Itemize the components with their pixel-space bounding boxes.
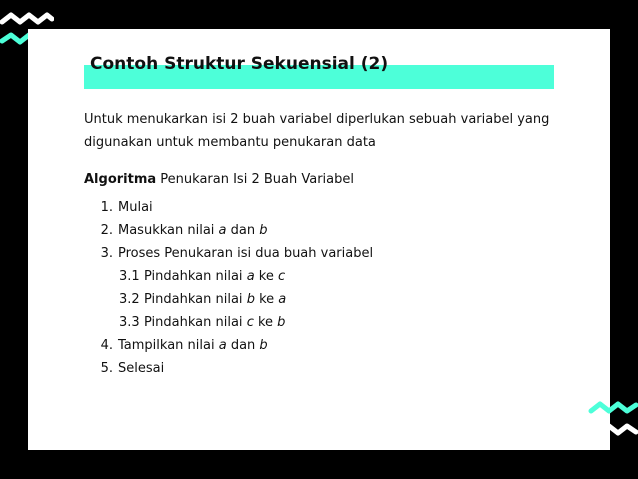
- step-variable: b: [259, 223, 268, 238]
- zigzag-bottom-white-icon: [588, 420, 638, 440]
- step-variable: c: [277, 269, 286, 284]
- step-text: Pindahkan nilai: [144, 292, 247, 307]
- step-variable: c: [246, 315, 254, 330]
- step-variable: b: [246, 292, 255, 307]
- step-item: [84, 219, 554, 242]
- step-item: [84, 357, 554, 380]
- step-text: Tampilkan nilai: [118, 338, 219, 353]
- step-number: 3.2: [119, 292, 140, 307]
- step-variable: b: [277, 315, 286, 330]
- algorithm-heading: [84, 168, 554, 191]
- algorithm-keyword: Algoritma: [84, 172, 157, 187]
- step-list: [84, 196, 554, 380]
- step-text: ke: [253, 315, 278, 330]
- step-variable: a: [246, 269, 255, 284]
- step-variable: a: [218, 338, 227, 353]
- step-number: 4.: [100, 338, 113, 353]
- slide-content: [84, 108, 554, 380]
- step-number: 5.: [100, 361, 113, 376]
- step-text: ke: [254, 292, 279, 307]
- step-text: dan: [226, 223, 260, 238]
- step-number: 3.3: [119, 315, 140, 330]
- step-item: [84, 334, 554, 357]
- step-text: Masukkan nilai: [118, 223, 219, 238]
- step-text: Proses Penukaran isi dua buah variabel: [118, 246, 374, 261]
- substep-item: [84, 265, 554, 288]
- step-variable: a: [218, 223, 227, 238]
- step-variable: a: [278, 292, 287, 307]
- step-number: 3.: [100, 246, 113, 261]
- step-text: ke: [254, 269, 278, 284]
- step-variable: b: [259, 338, 268, 353]
- step-text: Pindahkan nilai: [144, 269, 247, 284]
- step-number: 3.1: [119, 269, 140, 284]
- step-number: 2.: [100, 223, 113, 238]
- step-text: Mulai: [118, 200, 153, 215]
- zigzag-bottom-accent-icon: [588, 399, 638, 419]
- step-item: [84, 242, 554, 265]
- step-item: [84, 196, 554, 219]
- substep-item: [84, 311, 554, 334]
- algorithm-name: Penukaran Isi 2 Buah Variabel: [160, 172, 354, 187]
- step-text: dan: [226, 338, 260, 353]
- step-text: Selesai: [118, 361, 165, 376]
- slide-title: Contoh Struktur Sekuensial (2): [90, 54, 389, 74]
- zigzag-top-white-icon: [0, 8, 54, 28]
- step-text: Pindahkan nilai: [144, 315, 247, 330]
- step-number: 1.: [100, 200, 113, 215]
- intro-paragraph: Untuk menukarkan isi 2 buah variabel diperlukan sebuah variabel yang digunakan untuk membantu penukaran data: [84, 112, 550, 150]
- substep-item: [84, 288, 554, 311]
